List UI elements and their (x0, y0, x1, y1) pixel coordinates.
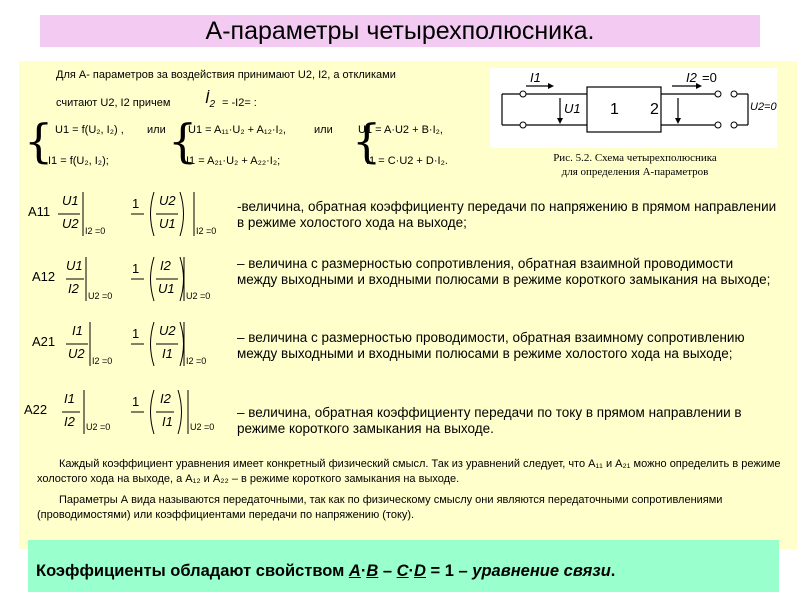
conclusion-end: . (610, 562, 616, 580)
formula-a21-den1: U2 (68, 346, 85, 361)
description-a21: – величина с размерностью проводимости, обратная взаимному сопротивлению между выходными и входными полюсами в режиме холостого хода на выходе; (237, 330, 745, 361)
formula-a12-num2: I2 (160, 258, 171, 273)
system-mid-bottom: I1 = A₂₁·U₂ + A₂₂·I₂; (186, 155, 281, 167)
description-a12: – величина с размерностью сопротивления, обратная взаимной проводимости между выходными и входными полюсами в режиме короткого замыкания на выходе; (237, 256, 771, 287)
conclusion-coef-d: D (414, 562, 426, 580)
intro-i2-symbol: $İ_2$ (205, 90, 216, 111)
formula-a22-one: 1 (132, 394, 140, 409)
conclusion-coef-a: A (348, 562, 361, 580)
formula-a21-den2: I1 (162, 346, 173, 361)
formula-a21-cond2: I2 =0 (186, 356, 207, 366)
formula-a22-den2: I1 (162, 414, 173, 429)
system-right-top: U1 = A·U2 + B·I₂, (358, 124, 443, 136)
formula-a12-one: 1 (132, 261, 140, 276)
formula-a21 (28, 320, 233, 372)
formula-a11-cond1: I2 =0 (85, 226, 106, 236)
formula-a11-num2: U2 (159, 193, 176, 208)
conclusion-coef-c: C (396, 562, 409, 580)
formula-a11-den1: U2 (62, 216, 79, 231)
formula-a12-den1: I2 (68, 281, 79, 296)
circuit-label-i1: I1 (530, 70, 541, 85)
formula-a11-lhs: A11 (28, 204, 51, 219)
formula-a11 (28, 190, 233, 242)
conclusion-dot-2: · (408, 562, 415, 580)
intro-line-2-relation: = -I2= : (222, 97, 257, 109)
note-transfer-parameters: Параметры А вида называются передаточными, так как по физическому смыслу они являются передаточными сопротивлениями (проводимостями) или коэффициентами передачи по напряжению (току). (37, 494, 723, 521)
formula-a21-num1: I1 (72, 323, 83, 338)
formula-a11-den2: U1 (159, 216, 176, 231)
formula-a11-num1: U1 (62, 193, 79, 208)
circuit-label-box2: 2 (650, 101, 659, 118)
system-right-bottom: I1 = C·U2 + D·I₂. (366, 155, 448, 167)
formula-a22 (24, 388, 233, 440)
formula-a21-cond1: I2 =0 (92, 356, 113, 366)
formula-a22-num2: I2 (160, 391, 171, 406)
description-a11: -величина, обратная коэффициенту передачи по напряжению в прямом направлении в режиме холостого хода на выходе; (237, 199, 777, 230)
conclusion-prefix: Коэффициенты обладают свойством (36, 562, 349, 580)
intro-line-2: считают U2, I2 причем (56, 97, 171, 109)
system-brace-mid: { (168, 114, 198, 168)
formula-a21-lhs: A21 (32, 334, 56, 349)
note-physical-meaning: Каждый коэффициент уравнения имеет конкретный физический смысл. Так из уравнений следует, что A₁₁ и A₂₁ можно определить в режиме холостого хода на выходе, а A₁₂ и A₂₂ – в режиме короткого замыкания на выходе. (37, 458, 781, 485)
conclusion-dot-1: · (360, 562, 367, 580)
formula-a12-cond1: U2 =0 (88, 291, 113, 301)
conclusion-text (36, 562, 615, 581)
formula-a12 (28, 255, 233, 307)
conclusion-minus: – (378, 562, 397, 580)
conclusion-equals: = 1 (425, 562, 454, 580)
formula-a21-num2: U2 (159, 323, 176, 338)
formula-a12-num1: U1 (66, 258, 83, 273)
circuit-label-u2: U2=0 (750, 101, 777, 113)
figure-caption-line-1: Рис. 5.2. Схема четырехполюсника (553, 152, 717, 164)
formula-a12-cond2: U2 =0 (186, 291, 211, 301)
formula-a12-lhs: A12 (32, 269, 56, 284)
page-title: А-параметры четырехполюсника. (205, 17, 595, 45)
system-brace-left: { (24, 114, 54, 168)
circuit-label-u1: U1 (564, 101, 581, 116)
conclusion-bar (28, 540, 779, 592)
formula-a12-den2: U1 (158, 281, 175, 296)
figure-caption (520, 151, 750, 179)
formula-a21-one: 1 (132, 326, 140, 341)
formula-a22-cond2: U2 =0 (190, 422, 215, 432)
formula-a22-den1: I2 (64, 414, 75, 429)
formula-a22-num1: I1 (64, 391, 75, 406)
formula-a11-one: 1 (132, 196, 140, 211)
circuit-label-i2: I2 (686, 70, 697, 85)
formula-a22-cond1: U2 =0 (86, 422, 111, 432)
formula-a22-lhs: A22 (24, 402, 48, 417)
system-mid-top: U1 = A₁₁·U₂ + A₁₂·I₂, (188, 124, 286, 136)
intro-line-1: Для А- параметров за воздействия принимают U2, I2, а откликами (56, 69, 396, 81)
conclusion-suffix: – уравнение связи (453, 562, 611, 580)
figure-caption-line-2: для определения А-параметров (561, 166, 709, 178)
formula-a11-cond2: I2 =0 (196, 226, 217, 236)
system-left-bottom: I1 = f(U₂, I₂); (48, 155, 109, 167)
system-brace-right: { (352, 114, 382, 168)
description-a22: – величина, обратная коэффициенту передачи по току в прямом направлении в режиме короткого замыкания на выходе. (237, 405, 742, 436)
system-or-2: или (314, 124, 333, 136)
conclusion-coef-b: B (366, 562, 379, 580)
circuit-diagram (490, 68, 777, 148)
title-bar (40, 15, 760, 47)
circuit-label-box1: 1 (610, 101, 619, 118)
circuit-label-i2-cond: =0 (702, 70, 717, 85)
system-left-top: U1 = f(U₂, I₂) , (55, 124, 124, 136)
system-or-1: или (147, 124, 166, 136)
